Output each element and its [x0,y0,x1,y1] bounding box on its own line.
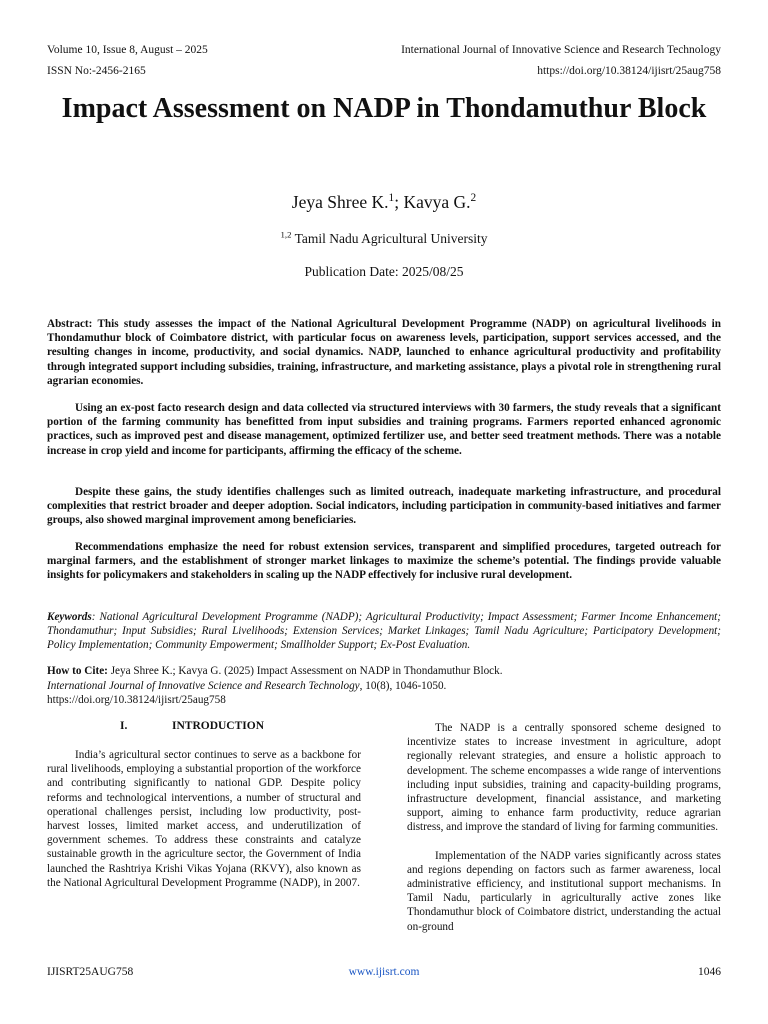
author-superscript: 1 [388,192,395,205]
paper-title: Impact Assessment on NADP in Thondamuthur Block [61,93,707,124]
author-name: Kavya G. [403,192,471,212]
affiliation-superscript: 1,2 [280,229,292,240]
cite-doi-link[interactable]: https://doi.org/10.38124/ijisrt/25aug758 [47,694,226,706]
keywords-text: : National Agricultural Development Programme (NADP); Agricultural Productivity; Impact Assessment; Farmer Income Enhancement; Thondamuthur; Input Subsidies; Rural Livelihoods; Extension Services; Market Linkages; Tamil Nadu Agriculture; Participatory Development; Policy Implementation; Community Empowerment; Smallholder Support; Ex-Post Evaluation. [47,611,721,652]
section-heading [120,720,264,732]
cite-journal: International Journal of Innovative Science and Research Technology [47,679,360,692]
author-list [0,192,768,213]
page-number: 1046 [698,966,721,978]
right-column [407,721,721,934]
author-superscript: 2 [470,192,477,205]
author-separator: ; [394,192,404,212]
affiliation [0,231,768,247]
abstract-paragraph: Recommendations emphasize the need for robust extension services, transparent and simplified procedures, targeted outreach for marginal farmers, and the establishment of stronger market linkages to maximize the scheme’s potential. The findings provide valuable insights for policymakers and stakeholders in scaling up the NADP effectively for inclusive rural development. [47,541,721,582]
keywords [47,610,721,653]
header-issn: ISSN No:-2456-2165 [47,65,146,77]
body-paragraph: The NADP is a centrally sponsored scheme designed to incentivize states to increase investment in agriculture, adopt regionally relevant strategies, and ensure a holistic approach to development. The scheme encompasses a wide range of interventions including input subsidies, training and capacity-building programs, infrastructure development, financial assistance, and marketing support, aiming to enhance farm productivity, reduce agrarian distress, and improve the standard of living for farming communities. [407,722,721,834]
footer-website-link[interactable]: www.ijisrt.com [348,966,420,978]
keywords-label: Keywords [47,611,92,623]
footer-code: IJISRT25AUG758 [47,966,134,978]
left-column [47,748,361,890]
author-name: Jeya Shree K. [291,192,389,212]
section-number: I. [120,720,128,732]
header-volume: Volume 10, Issue 8, August – 2025 [47,44,208,56]
header-doi-link[interactable]: https://doi.org/10.38124/ijisrt/25aug758 [537,65,721,77]
header-journal: International Journal of Innovative Science and Research Technology [401,44,721,56]
section-title: INTRODUCTION [172,720,265,732]
cite-text: Jeya Shree K.; Kavya G. (2025) Impact Assessment on NADP in Thondamuthur Block. [107,665,503,677]
affiliation-name: Tamil Nadu Agricultural University [294,231,488,246]
body-paragraph: Implementation of the NADP varies significantly across states and regions depending on factors such as farmer awareness, local administrative efficiency, and institutional support mechanisms. In Tamil Nadu, particularly in agriculturally active zones like Thondamuthur block of Coimbatore district, understanding the actual on-ground [407,849,721,933]
abstract-paragraph: Abstract: This study assesses the impact of the National Agricultural Development Programme (NADP) on agricultural livelihoods in Thondamuthur block of Coimbatore district, with particular focus on awareness levels, participation, support services accessed, and the resulting changes in income, productivity, and social dynamics. NADP, launched to enhance agricultural productivity and profitability through integrated support including subsidies, training, infrastructure, and marketing assistance, plays a pivotal role in strengthening rural agrarian economies. [47,318,721,387]
cite-details: , 10(8), 1046-1050. [359,679,447,692]
publication-date: Publication Date: 2025/08/25 [304,264,464,279]
body-paragraph: India’s agricultural sector continues to serve as a backbone for rural livelihoods, employing a substantial proportion of the workforce and contributing significantly to national GDP. Despite policy reforms and technological interventions, a number of structural and operational challenges persist, including low productivity, post-harvest losses, limited market access, and underutilization of government schemes. To address these constraints and catalyze sustainable growth in the agriculture sector, the Government of India launched the Rashtriya Krishi Vikas Yojana (RKVY), also known as the National Agricultural Development Programme (NADP), in 2007. [47,749,361,889]
how-to-cite [47,664,721,708]
cite-label: How to Cite: [47,665,108,677]
abstract-paragraph: Despite these gains, the study identifies challenges such as limited outreach, inadequate marketing infrastructure, and procedural complexities that restrict broader and deeper adoption. Social indicators, including participation in community-based initiatives and farmer groups, also showed marginal improvement among beneficiaries. [47,486,721,527]
abstract-paragraph: Using an ex-post facto research design and data collected via structured interviews with 30 farmers, the study reveals that a significant portion of the farming community has benefitted from input subsidies and training programs. Farmers reported enhanced agronomic practices, such as improved pest and disease management, optimized fertilizer use, and better seed treatment methods. There was a notable increase in crop yield and income for participants, affirming the efficacy of the scheme. [47,402,721,457]
